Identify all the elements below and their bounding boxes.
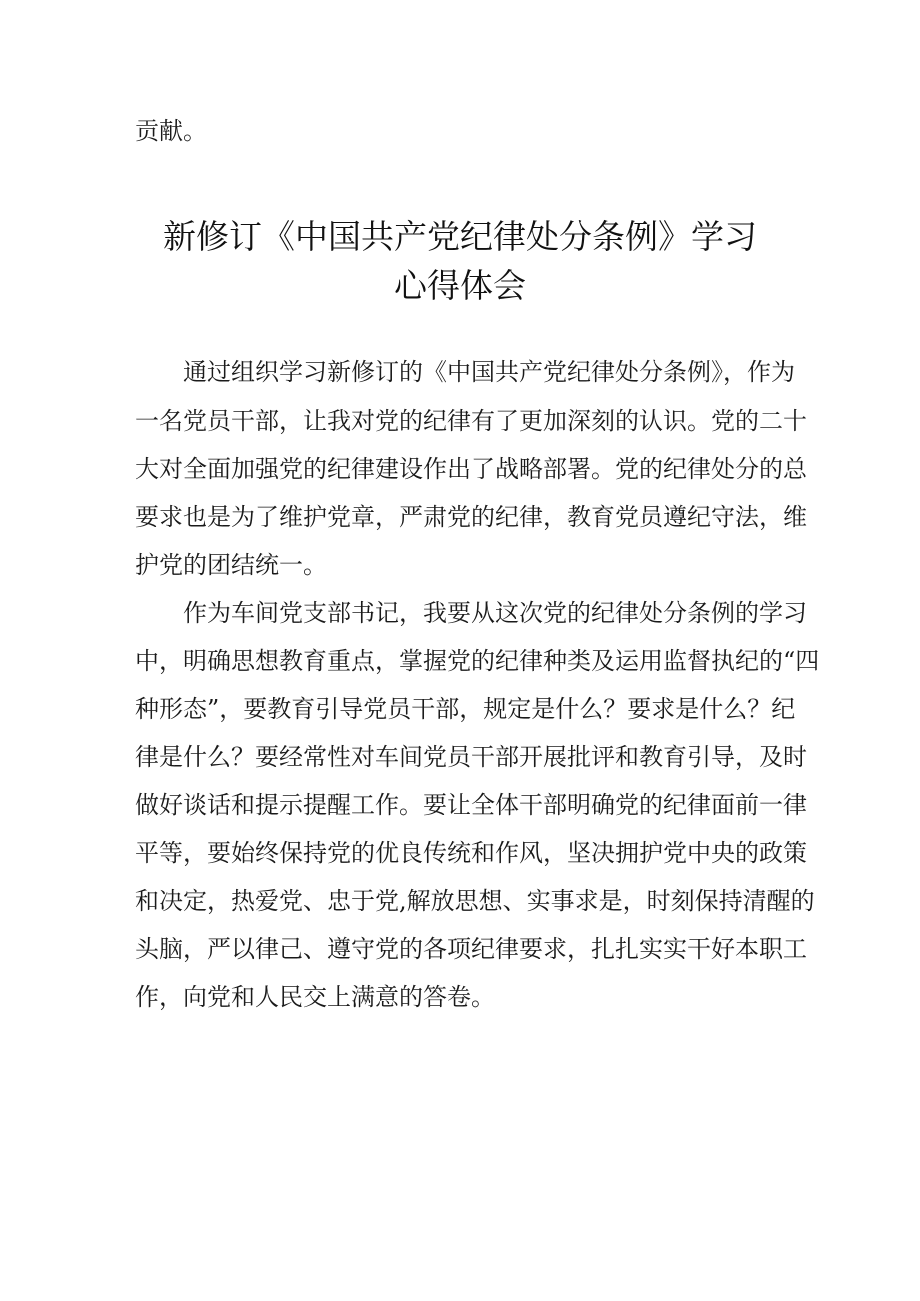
continuation-text: 贡献。 bbox=[135, 117, 207, 145]
paragraph-line: 一名党员干部，让我对党的纪律有了更加深刻的认识。党的二十 bbox=[135, 407, 807, 435]
paragraph-line: 中，明确思想教育重点，掌握党的纪律种类及运用监督执纪的“四 bbox=[135, 647, 820, 675]
paragraph-line: 作，向党和人民交上满意的答卷。 bbox=[135, 983, 495, 1011]
paragraph-line: 做好谈话和提示提醒工作。要让全体干部明确党的纪律面前一律 bbox=[135, 791, 807, 819]
paragraph-line: 作为车间党支部书记，我要从这次党的纪律处分条例的学习 bbox=[135, 599, 807, 627]
paragraph-line: 头脑，严以律己、遵守党的各项纪律要求，扎扎实实干好本职工 bbox=[135, 935, 807, 963]
article-title-line-1: 新修订《中国共产党纪律处分条例》学习 bbox=[163, 217, 757, 256]
paragraph-line: 和决定，热爱党、忠于党,解放思想、实事求是，时刻保持清醒的 bbox=[135, 887, 815, 915]
paragraph-line: 通过组织学习新修订的《中国共产党纪律处分条例》，作为 bbox=[135, 358, 795, 386]
article-title-line-2: 心得体会 bbox=[394, 266, 526, 305]
paragraph-line: 种形态”，要教育引导党员干部，规定是什么？要求是什么？纪 bbox=[135, 695, 796, 723]
paragraph-line: 要求也是为了维护党章，严肃党的纪律，教育党员遵纪守法，维 bbox=[135, 503, 807, 531]
paragraph-line: 律是什么？要经常性对车间党员干部开展批评和教育引导，及时 bbox=[135, 743, 807, 771]
paragraph-line: 平等，要始终保持党的优良传统和作风，坚决拥护党中央的政策 bbox=[135, 839, 807, 867]
paragraph-line: 护党的团结统一。 bbox=[135, 551, 327, 579]
paragraph-line: 大对全面加强党的纪律建设作出了战略部署。党的纪律处分的总 bbox=[135, 455, 807, 483]
